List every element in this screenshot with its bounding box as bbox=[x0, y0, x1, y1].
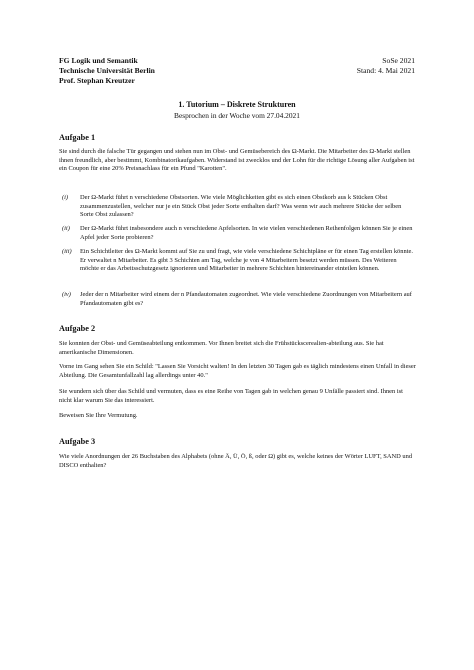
item-label: (iii) bbox=[62, 248, 72, 255]
header-date: Stand: 4. Mai 2021 bbox=[356, 66, 415, 76]
task2-paragraph-3: Sie wundern sich über das Schild und vermuten, dass es eine Reihe von Tagen gab in welchen genau 9 Unfälle passiert sind. Ihnen ist nicht klar warum Sie das interessiert. bbox=[59, 388, 403, 404]
item-label: (ii) bbox=[62, 225, 70, 232]
task3-text: Wie viele Anordnungen der 26 Buchstaben des Alphabets (ohne Ä, Ü, Ö, ß, oder Ω) gibt es, welche keines der Wörter LUFT, SAND und DISCO enthalten? bbox=[59, 453, 413, 469]
task2-title: Aufgabe 2 bbox=[59, 324, 96, 333]
item-text: Ein Schichtleiter des Ω-Markt kommt auf Sie zu und fragt, wie viele verschiedene Schichtpläne er für einen Tag erstellen könnte. Er verwaltet n Mitarbeiter. Es gibt 3 Schichten am Tag, welche je von 4 Mitarbeitern besetzt werden müssen. Des Weiteren möchte er das Arbeitsschutzgesetz ignorieren und Mitarbeiter in mehrere Schichten hintereinander einteilen können. bbox=[80, 248, 413, 272]
item-text: Der Ω-Markt führt insbesondere auch n verschiedene Apfelsorten. In wie vielen verschiedenen Reihenfolgen können Sie je einen Apfel jeder Sorte probieren? bbox=[80, 225, 413, 241]
task2-paragraph-1: Sie konnten der Obst- und Gemüseabteilung entkommen. Vor Ihnen breitet sich die Frühstückscerealien-abteilung aus. Sie hat amerikanische Dimensionen. bbox=[59, 340, 384, 356]
title-block bbox=[59, 100, 415, 121]
task1-item-iv bbox=[59, 291, 416, 308]
header-semester-info bbox=[357, 56, 415, 76]
task2-paragraph-2: Vorne im Gang sehen Sie ein Schild: "Lassen Sie Vorsicht walten! In den letzten 30 Tagen gab es täglich mindestens einen Unfall in dieser Abteilung. Die Gesamtunfallzahl lag allerdings unter 40." bbox=[59, 363, 416, 379]
task2-paragraph-4: Beweisen Sie Ihre Vermutung. bbox=[59, 412, 138, 419]
header-group: FG Logik und Semantik bbox=[59, 56, 138, 65]
item-text: Jeder der n Mitarbeiter wird einem der n Pfandautomaten zugeordnet. Wie viele verschiedene Zuordnungen von Mitarbeitern auf Pfandautomaten gibt es? bbox=[80, 291, 412, 307]
header-university: Technische Universität Berlin bbox=[59, 66, 155, 76]
task1-item-ii bbox=[59, 225, 416, 242]
task3-title: Aufgabe 3 bbox=[59, 437, 96, 446]
item-text: Der Ω-Markt führt n verschiedene Obstsorten. Wie viele Möglichkeiten gibt es sich einen Obstkorb aus k Stücken Obst zusammenzustellen, welcher nur je ein Stück Obst jeder Sorte enthalten darf? Was wenn wir auch mehrere Stücke der selben Sorte Obst zulassen? bbox=[80, 194, 402, 218]
header-professor: Prof. Stephan Kreutzer bbox=[59, 76, 135, 86]
document-subtitle: Besprochen in der Woche vom 27.04.2021 bbox=[174, 110, 300, 120]
header-institution bbox=[59, 56, 155, 87]
task1-title: Aufgabe 1 bbox=[59, 133, 96, 142]
task1-intro: Sie sind durch die falsche Tür gegangen und stehen nun im Obst- und Gemüsebereich des Ω-Markt. Die Mitarbeiter des Ω-Markt stellen ihnen freundlich, aber bestimmt, Kombinatorikaufgaben. Widerstand ist zwecklos und der Lohn für die richtige Lösung aller Aufgaben ist ein Coupon für eine 20% Preisnachlass für ein Pfund "Karotten". bbox=[59, 148, 415, 172]
header-semester: SoSe 2021 bbox=[382, 56, 415, 65]
item-label: (i) bbox=[62, 194, 69, 201]
item-label: (iv) bbox=[62, 291, 71, 298]
document-title: 1. Tutorium – Diskrete Strukturen bbox=[178, 100, 296, 109]
task1-item-i bbox=[59, 194, 416, 220]
task1-item-iii bbox=[59, 248, 416, 274]
